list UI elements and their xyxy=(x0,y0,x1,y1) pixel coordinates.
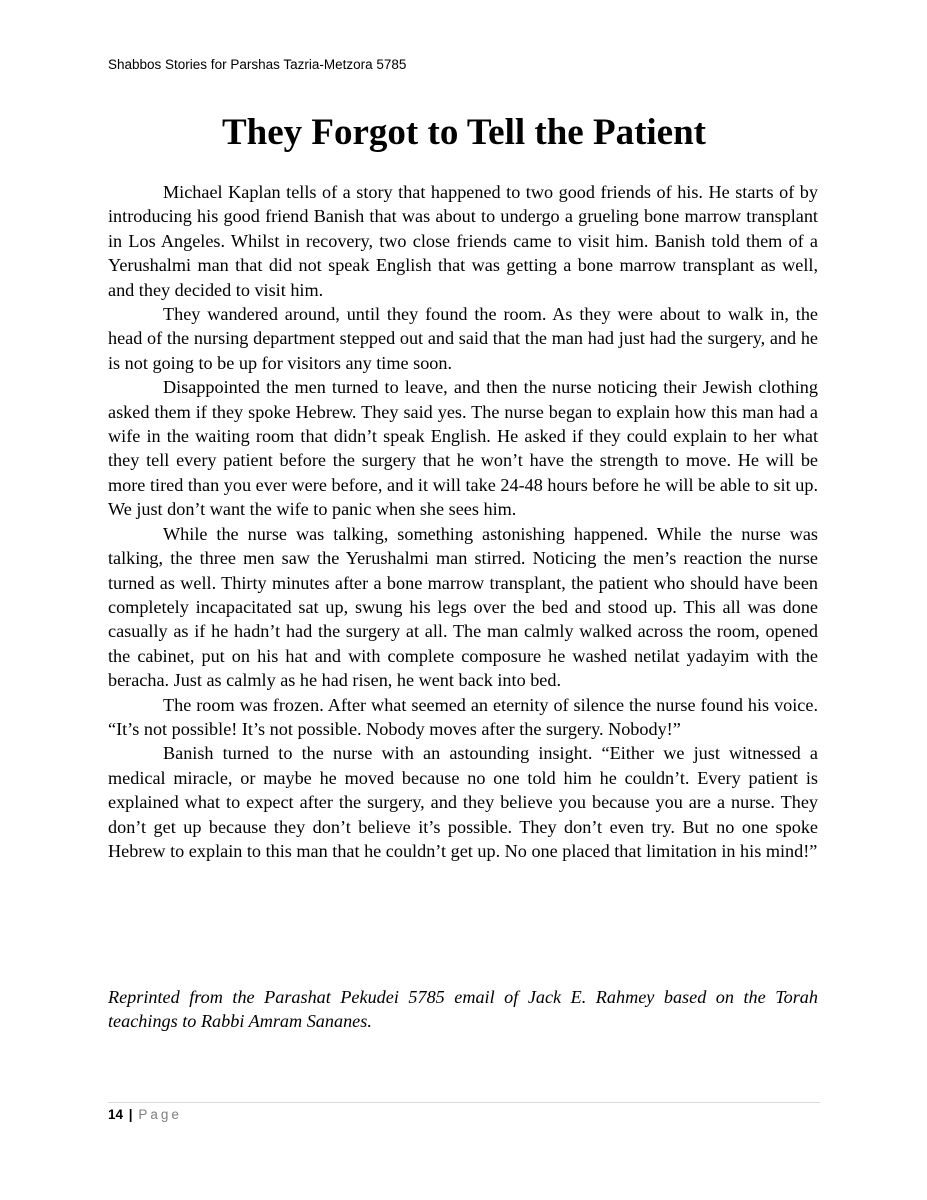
page-separator: | xyxy=(128,1107,133,1122)
footer-divider xyxy=(108,1102,820,1103)
article-body xyxy=(108,180,818,863)
paragraph-4: While the nurse was talking, something astonishing happened. While the nurse was talking, the three men saw the Yerushalmi man stirred. Noticing the men’s reaction the nurse turned as well. Thirty minutes after a bone marrow transplant, the patient who should have been completely incapacitated sat up, swung his legs over the bed and stood up. This all was done casually as if he hadn’t had the surgery at all. The man calmly walked across the room, opened the cabinet, put on his hat and with complete composure he washed netilat yadayim with the beracha. Just as calmly as he had risen, he went back into bed. xyxy=(108,523,818,691)
page-footer xyxy=(108,1106,182,1124)
article-title: They Forgot to Tell the Patient xyxy=(221,112,707,153)
paragraph-1: Michael Kaplan tells of a story that happened to two good friends of his. He starts of by introducing his good friend Banish that was about to undergo a grueling bone marrow transplant in Los Angeles. Whilst in recovery, two close friends came to visit him. Banish told them of a Yerushalmi man that did not speak English that was getting a bone marrow transplant as well, and they decided to visit him. xyxy=(108,182,818,300)
paragraph-3: Disappointed the men turned to leave, and then the nurse noticing their Jewish clothing asked them if they spoke Hebrew. They said yes. The nurse began to explain how this man had a wife in the waiting room that didn’t speak English. He asked if they could explain to her what they tell every patient before the surgery that he won’t have the strength to move. He will be more tired than you ever were before, and it will take 24-48 hours before he will be able to sit up. We just don’t want the wife to panic when she sees him. xyxy=(108,377,818,520)
paragraph-6: Banish turned to the nurse with an astounding insight. “Either we just witnessed a medical miracle, or maybe he moved because no one told him he couldn’t. Every patient is explained what to expect after the surgery, and they believe you because you are a nurse. They don’t get up because they don’t believe it’s possible. They don’t even try. But no one spoke Hebrew to explain to this man that he couldn’t get up. No one placed that limitation in his mind!” xyxy=(108,743,818,861)
page-label: Page xyxy=(138,1107,182,1122)
reprint-credit: Reprinted from the Parashat Pekudei 5785 email of Jack E. Rahmey based on the Torah teachings to Rabbi Amram Sananes. xyxy=(108,987,818,1032)
page-number: 14 xyxy=(108,1107,124,1122)
paragraph-2: They wandered around, until they found the room. As they were about to walk in, the head of the nursing department stepped out and said that the man had just had the surgery, and he is not going to be up for visitors any time soon. xyxy=(108,304,818,373)
paragraph-5: The room was frozen. After what seemed an eternity of silence the nurse found his voice. “It’s not possible! It’s not possible. Nobody moves after the surgery. Nobody!” xyxy=(108,694,818,739)
running-header: Shabbos Stories for Parshas Tazria-Metzora 5785 xyxy=(108,57,407,72)
